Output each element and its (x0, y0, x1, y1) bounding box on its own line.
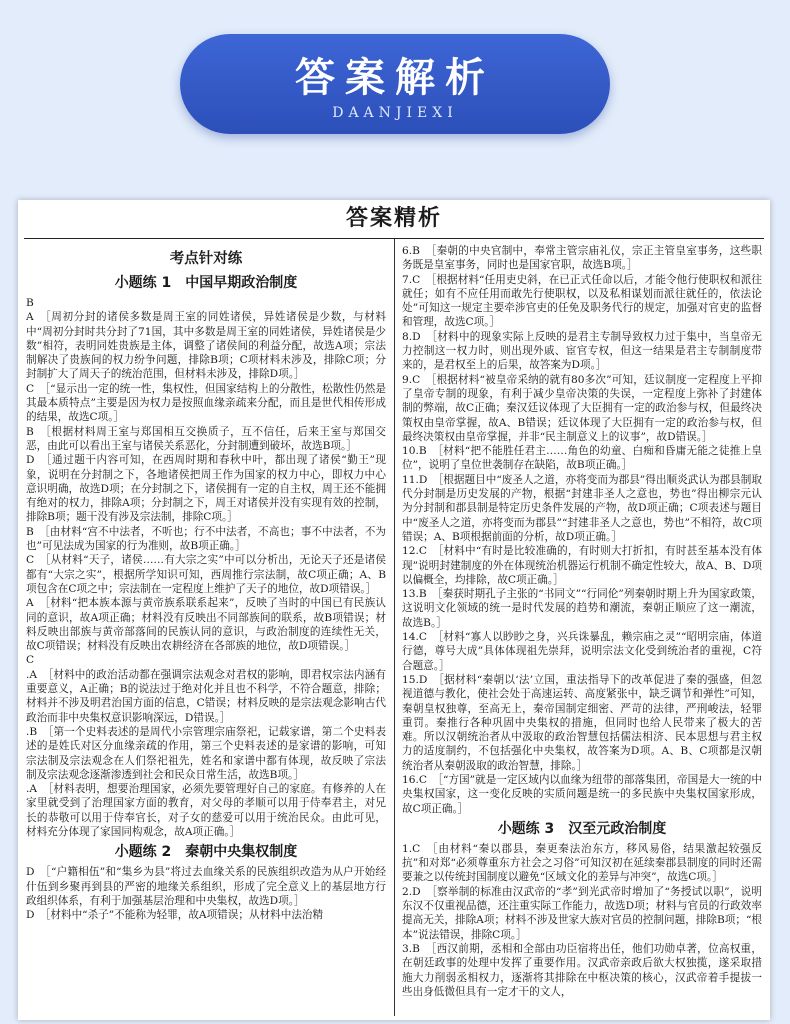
section-title: 考点针对练 (169, 251, 243, 267)
answer-entry: 11.D ［根据题目中“废圣人之道，亦将变而为郡县”得出顺炎武认为郡县制取代分封制是历史发展的产物，根据“封建非圣人之意也，势也”得出柳宗元认为分封制和郡县制是特定历史条件发展的产物，故D项正确；C项表述与题目中“废圣人之道，亦将变而为郡县”“封建非圣人之意也，势也”不相符，故C项错误；A、B项根据前面的分析，故D项正确。］ (402, 473, 762, 543)
answer-entry: 16.C ［“方国”就是一定区域内以血缘为纽带的部落集团，帝国是大一统的中央集权国家，这一变化反映的实质问题是统一的多民族中央集权国家形成，故C项正确。］ (402, 773, 762, 815)
answer-entry: B ［由材料“宫不中法者，不听也；行不中法者，不高也；事不中法者，不为也”可见法成为国家的行为准则，故B项正确。］ (26, 525, 386, 553)
answer-entry: D ［通过题干内容可知，在西周时期和春秋中叶，都出现了诸侯“勤王”现象，说明在分封制之下，各地诸侯把周王作为国家的权力中心，即权力中心意识明确，故选D项；在分封制之下，诸侯拥有一定的自主权，周王还不能拥有绝对的权力，排除A项；分封制之下，周王对诸侯并没有实现有效的控制，排除B项；题干没有涉及宗法制，排除C项。］ (26, 454, 386, 524)
answer-banner (180, 34, 610, 134)
answer-entry: B ［根据材料周王室与郑国相互交换质子，互不信任，后来王室与郑国交恶，由此可以看出王室与诸侯关系恶化，分封制遭到破坏，故选B项。］ (26, 425, 386, 452)
answer-entry: 13.B ［秦获时期孔子主张的“书同文”“行同伦”列秦朝时期上升为国家政策，这说明文化领域的统一是时代发展的趋势和潮流，秦朝正顺应了这一潮流，故选B。］ (402, 588, 762, 629)
answer-entry: C ［从材料“天子，诸侯……有大宗之实”中可以分析出，无论天子还是诸侯都有“大宗之实”，根据所学知识可知，西周推行宗法制，故C项正确；A、B项包含在C项之中；宗法制在一定程度上维护了天子的地位，故D项错误。］ (26, 554, 386, 595)
practice3-title: 小题练 3 汉至元政治制度 (497, 820, 667, 837)
practice2-entries-continued (402, 244, 762, 816)
answer-entry: B (26, 297, 34, 309)
left-column (26, 244, 386, 1020)
answer-entry: 15.D ［据材料“秦朝以‘法’立国，重法指导下的改革促进了秦的强盛，但忽视道德与教化，使社会处于高速运转、高度紧张中，缺乏调节和弹性”可知，秦朝皇权独尊，至高无上，秦帝国制定细密、严苛的法律，严刑峻法，轻罪重罚。秦推行各种巩固中央集权的措施，但同时也给人民带来了极大的苦难。所以汉朝统治者从中汲取的政治智慧包括儒法相济、民本思想与君主权力的适度制约，不包括强化中央集权，故答案为D项。A、B、C项都是汉朝统治者从秦朝汲取的政治智慧，排除。］ (402, 673, 762, 772)
practice1-title: 小题练 1 中国早期政治制度 (114, 275, 298, 291)
answer-entry: .A ［材料中的政治活动都在强调宗法观念对君权的影响，即君权宗法内涵有重要意义，A正确；B的说法过于绝对化并且也不科学，不符合题意，排除；材料并不涉及明君治国方面的信息，C错误；材料反映的是宗法观念影响古代政治而非中央集权意识影响深远，D错误。］ (26, 668, 386, 724)
banner-pinyin: DAANJIEXI (332, 105, 458, 121)
answer-entry: 3.B ［西汉前期，丞相和全部由功臣宿将出任，他们功勋卓著，位高权重，在朝廷政事的处理中发挥了重要作用。汉武帝亲政后欲大权独揽，遂采取措施大力削弱丞相权力，逐渐将其排除在中枢决策的核心，汉武帝着手提拔一些出身低微但具有一定才干的文人， (402, 942, 762, 998)
answer-entry: 14.C ［材料“寡人以眇眇之身，兴兵诛暴乱，赖宗庙之灵”“昭明宗庙，体道行德，尊号大成”具体体现祖先崇拜，说明宗法文化受到统治者的重视，C符合题意。］ (402, 631, 762, 672)
practice3-entries (402, 842, 762, 999)
page-title: 答案精析 (345, 206, 442, 231)
answer-sheet (18, 200, 770, 1020)
answer-entry: A ［材料“把本族本源与黄帝族系联系起来”，反映了当时的中国已有民族认同的意识，故A项正确；材料没有反映出不同部族间的联系，故B项错误；材料反映出部族与黄帝部落间的民族认同的意识，与政治制度的连续性无关，故C项错误；材料没有反映出农耕经济在各部族的地位，故D项错误。］ (26, 597, 386, 653)
practice1-entries (26, 296, 386, 839)
answer-entry: C (26, 654, 35, 667)
answer-entry: 6.B ［秦朝的中央官制中，奉常主管宗庙礼仪，宗正主管皇室事务，这些职务既是皇室事务，同时也是国家官职，故选B项。］ (402, 245, 762, 272)
answer-entry: .B ［第一个史料表述的是周代小宗管理宗庙祭祀，记载家谱，第二个史料表述的是姓氏对区分血缘亲疏的作用，第三个史料表述的是家谱的影响，可知宗法制及宗法观念在人们祭祀祖先，姓名和家谱中都有体现，故反映了宗法制及宗法观念逐渐渗透到社会和民众日常生活，故选B项。］ (26, 725, 386, 781)
answer-entry: C ［“显示出一定的统一性，集权性，但国家结构上的分散性，松散性仍然是其最本质特点”主要是因为权力是按照血缘亲疏来分配，而且是世代相传形成的结果，故选C项。］ (26, 382, 386, 424)
column-divider (394, 239, 395, 1016)
answer-entry: D ［材料中“杀子”不能称为轻罪，故A项错误；从材料中法治精 (26, 909, 324, 922)
answer-entry: 1.C ［由材料“秦以郡县，秦更秦法治东方，移风易俗，结果激起较强反抗”和对郑“必须尊重东方社会之习俗”可知汉初在延续秦郡县制度的同时还需要兼之以传统封国制度以避免“区域文化的差异与冲突”，故选C项。］ (402, 842, 762, 884)
answer-entry: .A ［材料表明，想要治理国家，必须先要管理好自己的家庭。有修养的人在家里就受到了治理国家方面的教育，对父母的孝顺可以用于侍奉君主，对兄长的恭敬可以用于侍奉官长，对子女的慈爱可以用于统治民众。由此可见，材料充分体现了家国同构观念，故A项正确。］ (26, 783, 386, 838)
answer-entry: 9.C ［根据材料“被皇帝采纳的就有80多次”可知，廷议制度一定程度上平抑了皇帝专制的现象，有利于减少皇帝决策的失误，一定程度上弥补了封建体制的弊端，故C正确；秦汉廷议体现了大臣拥有一定的政治参与权，但最终决策权由皇帝掌握，故A、B错误；廷议体现了大臣拥有一定的政治参与权，但最终决策权由皇帝掌握，并非“民主制意义上的议事”，故D错误。］ (402, 373, 762, 443)
practice2-entries (26, 865, 386, 922)
answer-entry: D ［“户籍相伍”和“集乡为县”将过去血缘关系的民族组织改造为从户开始经什伍到乡聚再到县的严密的地缘关系组织，形成了完全意义上的基层地方行政组织体系，有利于加强基层治理和中央集权，故选D项。］ (26, 866, 386, 907)
practice2-title: 小题练 2 秦朝中央集权制度 (114, 844, 298, 861)
answer-entry: A ［周初分封的诸侯多数是周王室的同姓诸侯，异姓诸侯是少数，与材料中“周初分封时共分封了71国，其中多数是周王室的同姓诸侯，异姓诸侯是少数”相符，表明同姓贵族是主体，调整了诸侯间的利益分配，故选A项；宗法制解决了贵族间的权力纷争问题，排除B项；C项材料未涉及，排除C项；分封制扩大了周天子的统治范围，但材料未涉及，排除D项。］ (26, 311, 386, 381)
right-column (402, 244, 762, 1020)
banner-title: 答案解析 (295, 55, 495, 101)
answer-entry: 7.C ［根据材料“任用吏史斜，在已正式任命以后，才能令他行使职权和派往就任；如有不应任用而敢先行使职权，以及私相谋划而派往就任的，依法论处”可知这一规定主要牵涉官吏的任免及职务代行的规定，加强对官吏的监督和管理，故选C项。］ (402, 273, 762, 329)
answer-entry: 2.D ［察举制的标准由汉武帝的“孝”到光武帝时增加了“务授试以职”，说明东汉不仅重视品德，还注重实际工作能力，故选D项；材料与官员的行政效率提高无关，排除A项；材料不涉及世家大族对官员的控制问题，排除B项；“根本”说法错误，排除C项。］ (402, 885, 762, 941)
answer-entry: 8.D ［材料中的现象实际上反映的是君主专制导致权力过于集中，当皇帝无力控制这一权力时，则出现外戚、宦官专权，但这一结果是君主专制制度带来的，是君权至上的后果，故答案为D项。］ (402, 330, 762, 372)
answer-entry: 10.B ［材料“把不能胜任君主……角色的幼童、白痴和昏庸无能之徒推上皇位”，说明了皇位世袭制存在缺陷，故B项正确。］ (402, 445, 762, 472)
answer-entry: 12.C ［材料中“有时是比较准确的，有时则大打折扣，有时甚至基本没有体现”说明封建制度的外在体现统治机器运行机制不确定性较大，故A、B、D项以偏概全，均排除，故C项正确。］ (402, 545, 762, 586)
